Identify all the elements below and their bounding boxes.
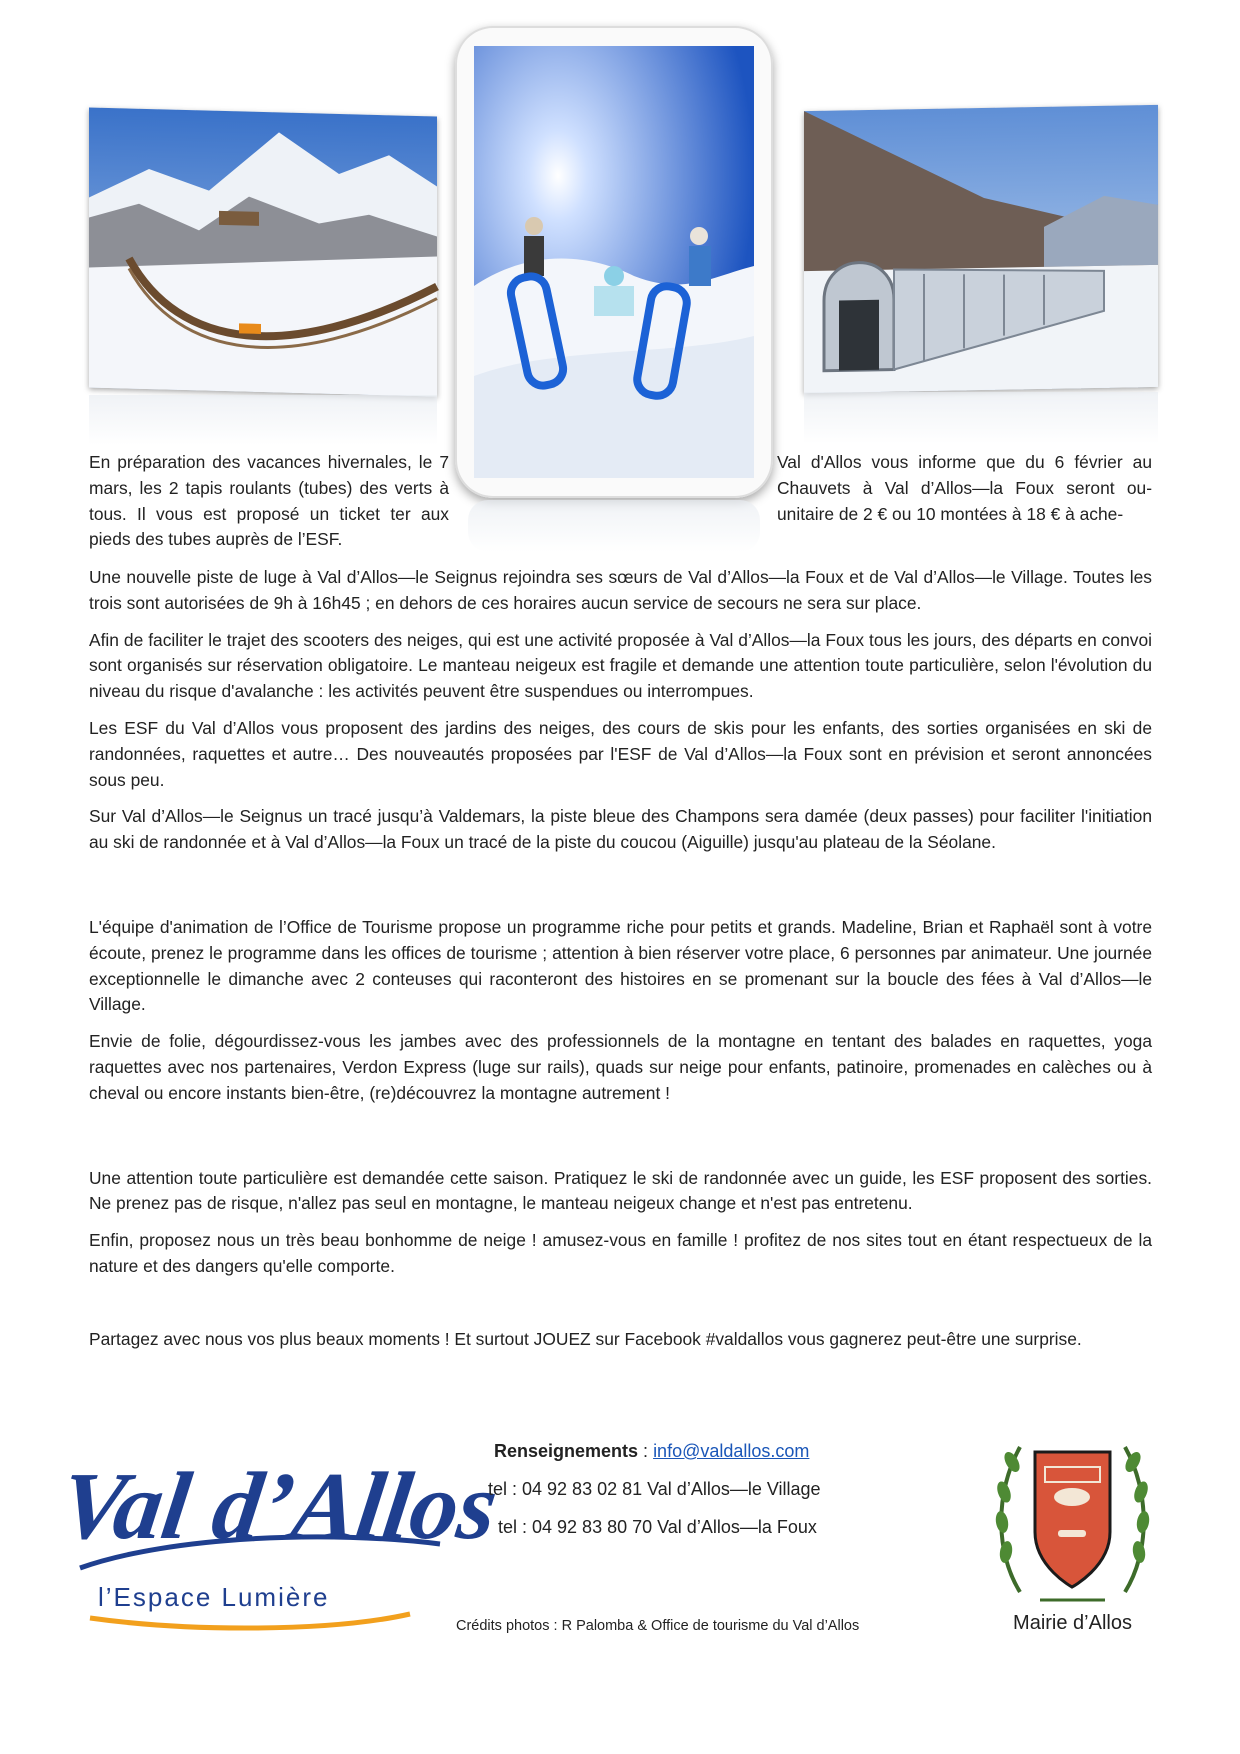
intro-text-right: Val d'Allos vous informe que du 6 février au Chauvets à Val d’Allos—la Foux seront ou- unitaire de 2 € ou 10 montées à 18 € à ache- [777,452,1152,524]
paragraph-esf: Les ESF du Val d’Allos vous proposent des jardins des neiges, des cours de skis pour les enfants, des sorties organisées en ski de randonnées, raquettes et autre… Des nouveautés proposées par l'ESF de Val d’Allos—la Foux sont en prévision et seront annoncées sous peu. [89,717,1152,790]
tel-foux: tel : 04 92 83 80 70 Val d’Allos—la Foux [498,1517,817,1537]
photo-reflection-right [804,392,1158,444]
photo-reflection-left [89,395,437,445]
mairie-emblem [990,1422,1155,1617]
svg-text:l’Espace Lumière: l’Espace Lumière [98,1582,330,1612]
intro-text-left: En préparation des vacances hivernales, le 7 mars, les 2 tapis roulants (tubes) des verts à tous. Il vous est proposé un ticket ter aux pieds des tubes auprès de l’ESF. [89,452,449,550]
spacer [89,867,1152,915]
photo-luge-rails [89,107,437,396]
val-dallos-logo [54,1418,504,1643]
paragraph-ski-randonnee: Sur Val d’Allos—le Seignus un tracé jusqu’à Valdemars, la piste bleue des Champons sera damée (deux passes) pour faciliter l'initiation au ski de randonnée et à Val d’Allos—la Foux un tracé de la piste du coucou (Aiguille) jusqu'au plateau de la Séolane. [89,806,1152,853]
paragraph-attention: Une attention toute particulière est demandée cette saison. Pratiquez le ski de randonnée avec un guide, les ESF proposent des sorties. Ne prenez pas de risque, n'allez pas seul en montagne, le manteau neigeux change et n'est pas entretenu. [89,1167,1152,1214]
paragraph-animation: L'équipe d'animation de l’Office de Tourisme propose un programme riche pour petits et grands. Madeline, Brian et Raphaël sont à votre écoute, prenez le programme dans les offices de tourisme ; attention à bien réserver votre place, 6 personnes par animateur. Une journée exceptionnelle le dimanche avec 2 conteuses qui raconteront des histoires en se promenant sur la boucle des fées à Val d’Allos—le Village. [89,916,1152,1015]
photo-snowshoes [474,46,754,478]
email-link[interactable]: info@valdallos.com [653,1441,810,1461]
paragraph-scooters: Afin de faciliter le trajet des scooters des neiges, qui est une activité proposée à Val d’Allos—la Foux tous les jours, des départs en convoi sont organisés sur réservation obligatoire. Le manteau neigeux est fragile et demande une attention toute particulière, selon l'évolution du niveau du risque d'avalanche : les activités peuvent être suspendues ou interrompues. [89,629,1152,702]
svg-text:Val d’Allos: Val d’Allos [54,1452,504,1559]
paragraph-luge: Une nouvelle piste de luge à Val d’Allos—le Seignus rejoindra ses sœurs de Val d’Allos—la Foux et de Val d’Allos—le Village. Toutes les trois sont autorisées de 9h à 16h45 ; en dehors de ces horaires aucun service de secours ne sera sur place. [89,567,1152,613]
mairie-label: Mairie d’Allos [1013,1612,1132,1634]
spacer [89,1118,1152,1166]
photo-tube-conveyor [804,105,1158,393]
photo-reflection-center [468,500,760,552]
info-separator: : [638,1441,654,1461]
article-body [89,565,1152,1364]
paragraph-partagez: Partagez avec nous vos plus beaux moments ! Et surtout JOUEZ sur Facebook #valdallos vous gagnerez peut-être une surprise. [89,1328,1082,1349]
paragraph-bonhomme: Enfin, proposez nous un très beau bonhomme de neige ! amusez-vous en famille ! profitez de nos sites tout en étant respectueux de la nature et des dangers qu'elle comporte. [89,1230,1152,1276]
paragraph-activites: Envie de folie, dégourdissez-vous les jambes avec des professionnels de la montagne en tentant des balades en raquettes, yoga raquettes avec nos partenaires, Verdon Express (luge sur rails), quads sur neige pour enfants, patinoire, promenades en calèches ou à cheval ou encore instants bien-être, (re)découvrez la montagne autrement ! [89,1031,1152,1103]
contact-block [470,1432,870,1546]
photo-credits: Crédits photos : R Palomba & Office de tourisme du Val d’Allos [456,1618,860,1634]
tel-village: tel : 04 92 83 02 81 Val d’Allos—le Village [488,1479,821,1499]
contact-email-row [470,1432,870,1470]
spacer [89,1291,1152,1327]
info-label: Renseignements [494,1441,639,1461]
